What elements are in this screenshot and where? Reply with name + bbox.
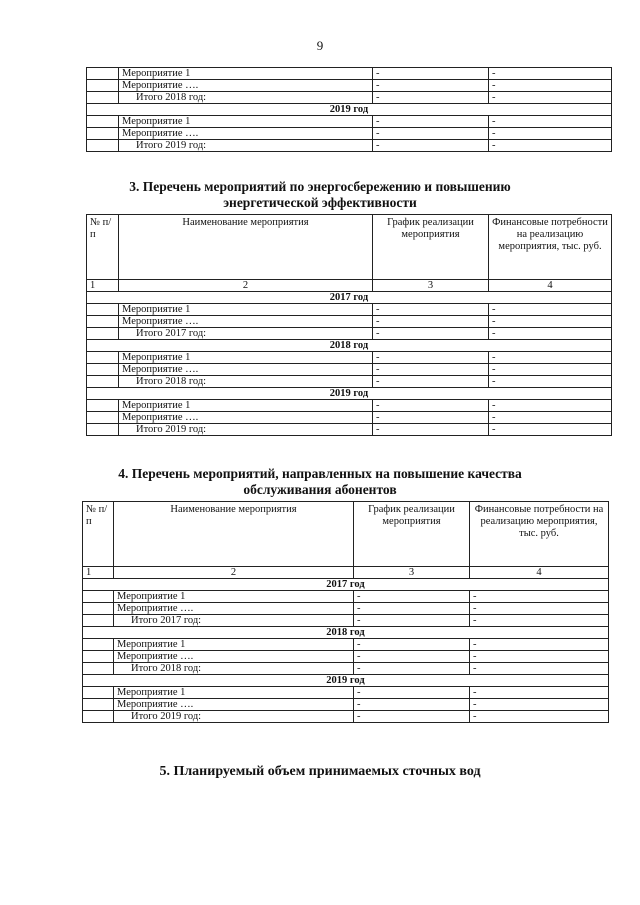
finance-cell: - [489,68,612,80]
row-num-cell [87,364,119,376]
year-row [87,388,612,400]
row-num-cell [87,304,119,316]
finance-cell: - [489,400,612,412]
schedule-cell: - [373,128,489,140]
table-row [87,304,612,316]
finance-cell: - [489,352,612,364]
row-num-cell [87,316,119,328]
row-num-cell [87,376,119,388]
section-4-title-line-1: 4. Перечень мероприятий, направленных на повышение качества [118,466,522,481]
year-heading: 2018 год [83,627,609,639]
year-heading: 2018 год [87,340,612,352]
activity-name: Мероприятие …. [119,412,373,424]
column-number: 4 [489,280,612,292]
header-row [87,215,612,280]
activity-name: Мероприятие 1 [114,639,354,651]
energy-efficiency-table [86,214,612,436]
row-num-cell [83,591,114,603]
schedule-cell: - [373,92,489,104]
activity-name: Мероприятие …. [119,364,373,376]
row-num-cell [87,140,119,152]
schedule-cell: - [354,651,470,663]
activity-name: Мероприятие 1 [119,304,373,316]
table-row [87,128,612,140]
section-3-title [0,179,640,211]
activity-name: Мероприятие 1 [114,687,354,699]
row-num-cell [83,615,114,627]
column-number: 1 [87,280,119,292]
row-num-cell [83,639,114,651]
row-num-cell [83,699,114,711]
table-row [87,116,612,128]
header-schedule: График реализации мероприятия [354,502,470,567]
table-row [87,68,612,80]
table-row [87,400,612,412]
activity-name: Мероприятие 1 [119,68,373,80]
column-number-row [83,567,609,579]
header-schedule: График реализации мероприятия [373,215,489,280]
column-number: 3 [354,567,470,579]
column-number-row [87,280,612,292]
header-name: Наименование мероприятия [114,502,354,567]
schedule-cell: - [373,68,489,80]
finance-cell: - [489,376,612,388]
total-label: Итого 2019 год: [119,140,373,152]
header-finance: Финансовые потребности на реализацию мероприятия, тыс. руб. [489,215,612,280]
activity-name: Мероприятие 1 [114,591,354,603]
finance-cell: - [470,699,609,711]
finance-cell: - [489,116,612,128]
column-number: 2 [114,567,354,579]
schedule-cell: - [354,603,470,615]
row-num-cell [87,424,119,436]
total-row [87,376,612,388]
section-4-title [0,466,640,498]
finance-cell: - [489,424,612,436]
total-label: Итого 2017 год: [119,328,373,340]
year-row [87,292,612,304]
row-num-cell [87,68,119,80]
total-row [87,92,612,104]
schedule-cell: - [354,687,470,699]
schedule-cell: - [373,400,489,412]
year-heading: 2019 год [87,104,612,116]
row-num-cell [83,603,114,615]
service-quality-table [82,501,609,723]
finance-cell: - [470,591,609,603]
schedule-cell: - [354,699,470,711]
section-3-title-line-1: 3. Перечень мероприятий по энергосбережению и повышению [129,179,511,194]
finance-cell: - [470,603,609,615]
table-row [83,591,609,603]
finance-cell: - [470,639,609,651]
table-row [87,364,612,376]
row-num-cell [83,711,114,723]
schedule-cell: - [354,615,470,627]
schedule-cell: - [373,328,489,340]
section-4-title-line-2: обслуживания абонентов [243,482,397,497]
row-num-cell [83,651,114,663]
year-heading: 2019 год [83,675,609,687]
year-row [83,675,609,687]
finance-cell: - [489,92,612,104]
schedule-cell: - [354,663,470,675]
finance-cell: - [489,304,612,316]
column-number: 1 [83,567,114,579]
header-name: Наименование мероприятия [119,215,373,280]
year-row [83,579,609,591]
table-row [87,352,612,364]
finance-cell: - [470,663,609,675]
section-3-title-line-2: энергетической эффективности [223,195,417,210]
total-label: Итого 2018 год: [119,376,373,388]
activity-name: Мероприятие 1 [119,116,373,128]
row-num-cell [87,352,119,364]
total-row [87,328,612,340]
total-label: Итого 2018 год: [119,92,373,104]
row-num-cell [87,80,119,92]
schedule-cell: - [354,711,470,723]
table-row [87,80,612,92]
table-row [83,603,609,615]
total-row [83,663,609,675]
total-label: Итого 2017 год: [114,615,354,627]
finance-cell: - [489,328,612,340]
header-finance: Финансовые потребности на реализацию мероприятия, тыс. руб. [470,502,609,567]
total-row [83,615,609,627]
year-heading: 2019 год [87,388,612,400]
column-number: 2 [119,280,373,292]
year-row [87,340,612,352]
finance-cell: - [489,412,612,424]
table-row [87,412,612,424]
table-row [83,687,609,699]
header-row [83,502,609,567]
schedule-cell: - [373,424,489,436]
activity-name: Мероприятие …. [119,80,373,92]
finance-cell: - [470,651,609,663]
schedule-cell: - [373,304,489,316]
year-heading: 2017 год [87,292,612,304]
total-label: Итого 2018 год: [114,663,354,675]
year-heading: 2017 год [83,579,609,591]
section-5-title: 5. Планируемый объем принимаемых сточных вод [159,764,481,779]
row-num-cell [83,687,114,699]
finance-cell: - [489,364,612,376]
table-row [83,639,609,651]
schedule-cell: - [373,116,489,128]
header-num: № п/п [83,502,114,567]
total-row [83,711,609,723]
finance-cell: - [489,316,612,328]
column-number: 4 [470,567,609,579]
activity-name: Мероприятие 1 [119,352,373,364]
year-row [83,627,609,639]
activity-name: Мероприятие …. [114,603,354,615]
schedule-cell: - [373,412,489,424]
schedule-cell: - [373,316,489,328]
row-num-cell [87,328,119,340]
activity-name: Мероприятие …. [114,651,354,663]
top-table [86,67,612,152]
activity-name: Мероприятие …. [119,316,373,328]
schedule-cell: - [373,352,489,364]
schedule-cell: - [373,140,489,152]
total-label: Итого 2019 год: [114,711,354,723]
table-row [83,699,609,711]
row-num-cell [87,92,119,104]
row-num-cell [87,116,119,128]
year-row [87,104,612,116]
schedule-cell: - [373,376,489,388]
total-label: Итого 2019 год: [119,424,373,436]
page-number: 9 [316,38,324,53]
table-row [87,316,612,328]
table-row [83,651,609,663]
finance-cell: - [470,687,609,699]
total-row [87,140,612,152]
header-num: № п/п [87,215,119,280]
schedule-cell: - [373,364,489,376]
row-num-cell [87,400,119,412]
row-num-cell [87,412,119,424]
row-num-cell [87,128,119,140]
finance-cell: - [470,615,609,627]
schedule-cell: - [354,639,470,651]
finance-cell: - [489,80,612,92]
finance-cell: - [489,140,612,152]
activity-name: Мероприятие …. [119,128,373,140]
column-number: 3 [373,280,489,292]
activity-name: Мероприятие 1 [119,400,373,412]
total-row [87,424,612,436]
row-num-cell [83,663,114,675]
finance-cell: - [470,711,609,723]
finance-cell: - [489,128,612,140]
schedule-cell: - [354,591,470,603]
activity-name: Мероприятие …. [114,699,354,711]
schedule-cell: - [373,80,489,92]
